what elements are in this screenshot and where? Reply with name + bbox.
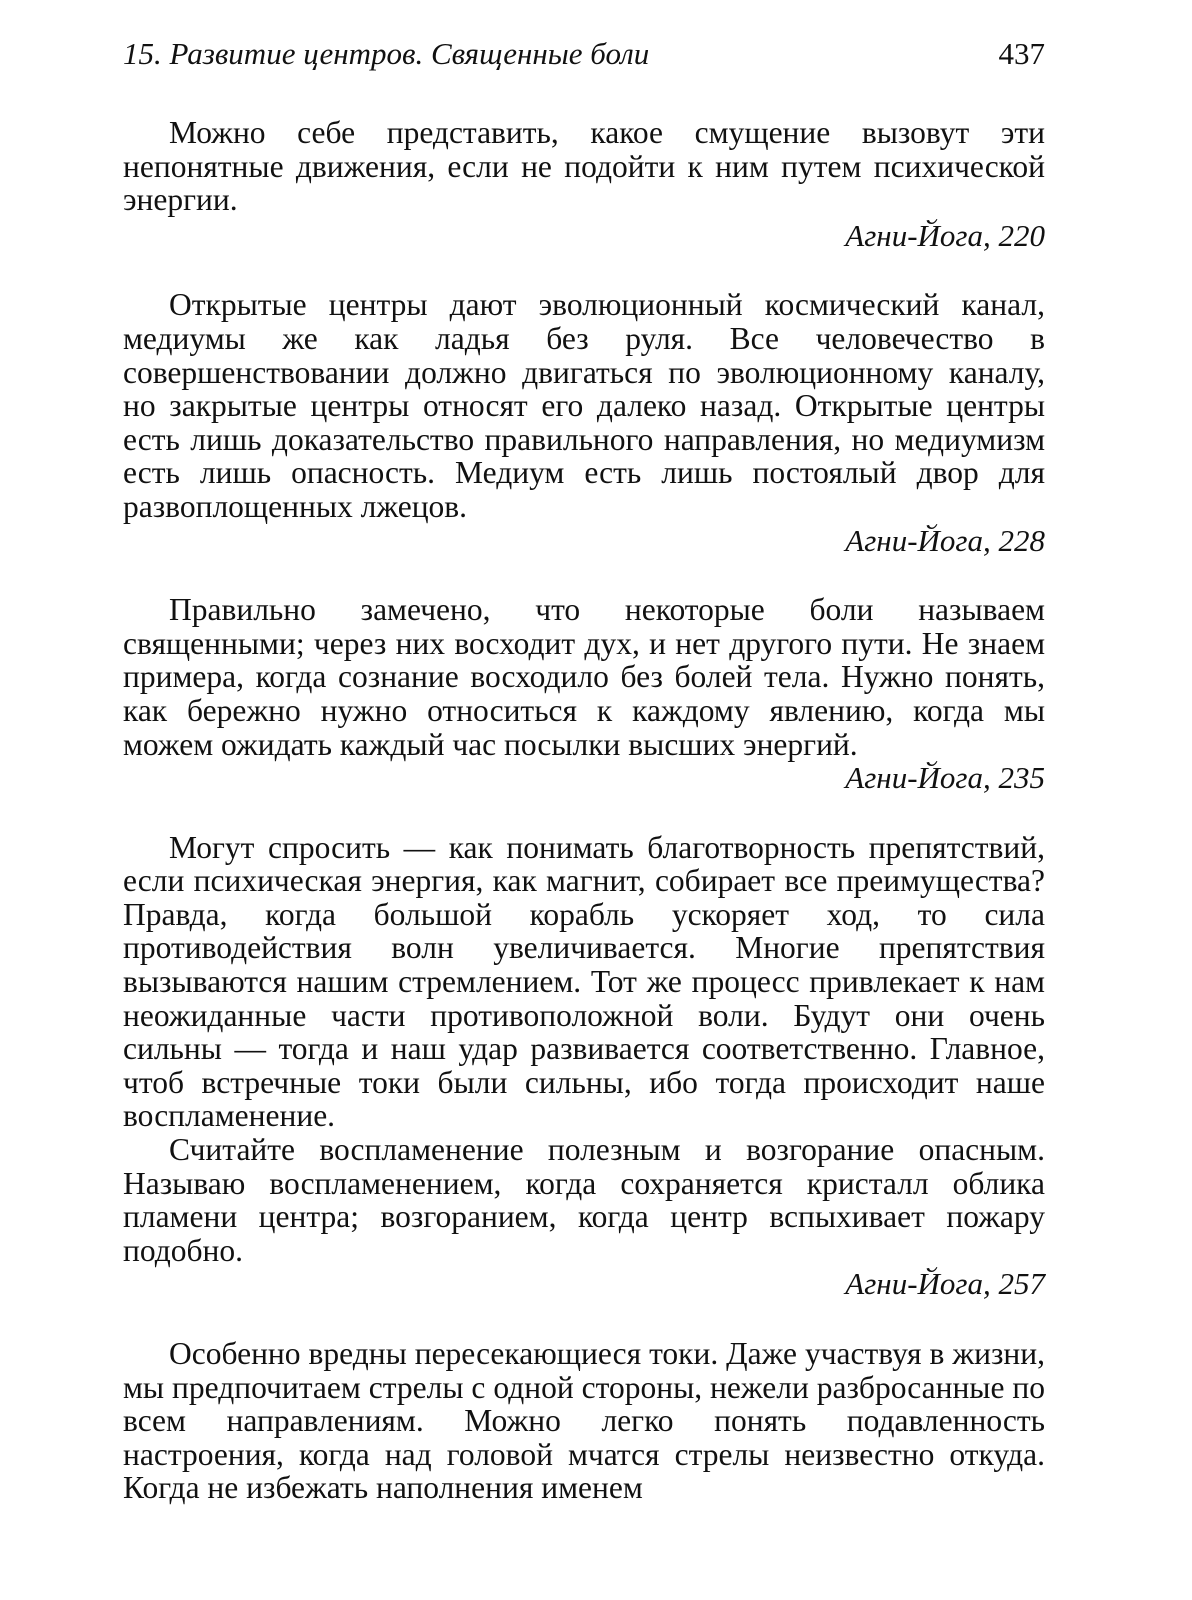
- quote-source: Агни-Йога, 257: [845, 1266, 1045, 1302]
- quote-paragraph: Считайте воспламенение полезным и возгорание опасным. Называю воспламенением, когда сохраняется кристалл облика пламени центра; возгоранием, когда центр вспыхивает пожару подобно.: [123, 1132, 1045, 1268]
- section-title: 15. Развитие центров. Священные боли: [123, 36, 650, 71]
- quote-block: [123, 288, 1045, 557]
- quote-source: Агни-Йога, 235: [845, 760, 1045, 796]
- quote-source: Агни-Йога, 228: [845, 522, 1045, 558]
- quote-block: [123, 1337, 1045, 1505]
- quote-source: Агни-Йога, 220: [845, 217, 1045, 253]
- page-number: 437: [998, 36, 1045, 71]
- quote-paragraph: Открытые центры дают эволюционный космический канал, медиумы же как ладья без руля. Все человечество в совершенствовании должно двигаться по эволюционному каналу, но закрытые центры относят его далеко назад. Открытые центры есть лишь доказательство правильного направления, но медиумизм есть лишь опасность. Медиум есть лишь постоялый двор для развоплощенных лжецов.: [123, 287, 1045, 524]
- quote-paragraph: Особенно вредны пересекающиеся токи. Даже участвуя в жизни, мы предпочитаем стрелы с одной стороны, нежели разбросанные по всем направлениям. Можно легко понять подавленность настроения, когда над головой мчатся стрелы неизвестно откуда. Когда не избежать наполнения именем: [123, 1336, 1045, 1506]
- quote-paragraph: Могут спросить — как понимать благотворность препятствий, если психическая энергия, как магнит, собирает все преимущества? Правда, когда большой корабль ускоряет ход, то сила противодействия волн увеличивается. Многие препятствия вызываются нашим стремлением. Тот же процесс привлекает к нам неожиданные части противоположной воли. Будут они очень сильны — тогда и наш удар развивается соответственно. Главное, чтоб встречные токи были сильны, ибо тогда происходит наше воспламенение.: [123, 829, 1045, 1134]
- quote-paragraph: Правильно замечено, что некоторые боли называем священными; через них восходит дух, и нет другого пути. Не знаем примера, когда сознание восходило без болей тела. Нужно понять, как бережно нужно относиться к каждому явлению, когда мы можем ожидать каждый час посылки высших энергий.: [123, 592, 1045, 762]
- quote-block: [123, 116, 1045, 252]
- quote-paragraph: Можно себе представить, какое смущение вызовут эти непонятные движения, если не подойти к ним путем психической энергии.: [123, 115, 1045, 218]
- running-head: [123, 34, 1045, 74]
- page-content: [123, 116, 1045, 1505]
- book-page: [123, 34, 1045, 1541]
- quote-block: [123, 831, 1045, 1301]
- quote-block: [123, 593, 1045, 795]
